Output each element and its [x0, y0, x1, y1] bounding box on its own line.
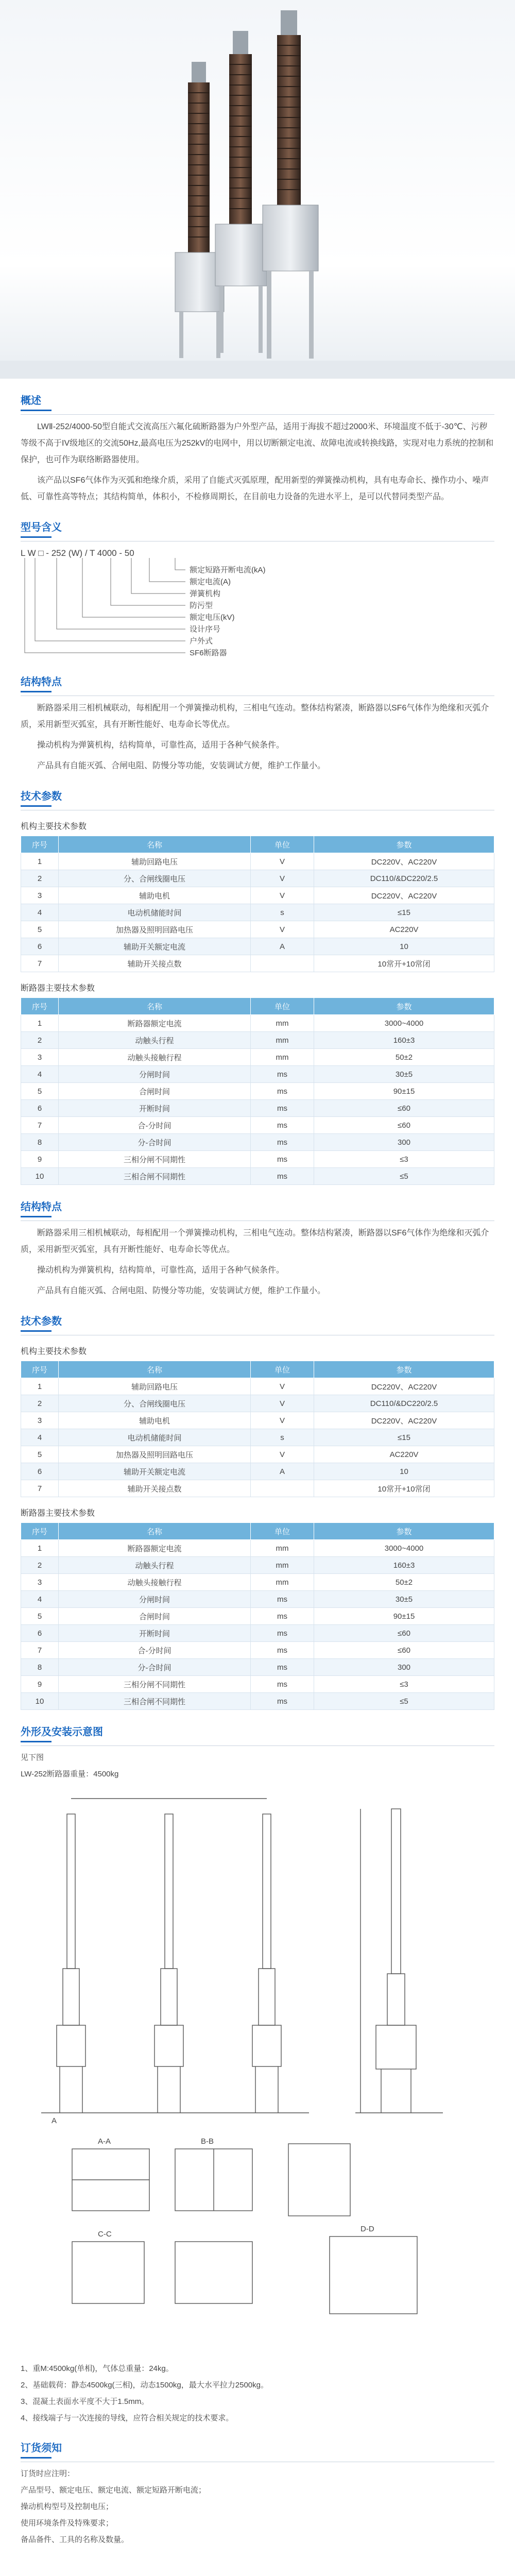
table-row: [21, 1378, 494, 1395]
table-cell: 断路器额定电流: [59, 1540, 251, 1557]
table-cell: 30±5: [314, 1591, 494, 1608]
table-cell: 动触头接触行程: [59, 1049, 251, 1066]
table-row: [21, 1015, 494, 1032]
table-row: [21, 904, 494, 921]
table-cell: 三相分闸不同期性: [59, 1151, 251, 1168]
table-cell: 9: [21, 1151, 59, 1168]
table-row: [21, 1446, 494, 1463]
outline-drawing-svg: [21, 1783, 494, 2360]
table-cell: mm: [251, 1540, 314, 1557]
table-cell: 电动机储能时间: [59, 904, 251, 921]
breaker-params-table-2: [21, 1522, 494, 1710]
table-cell: 160±3: [314, 1557, 494, 1574]
table-cell: 300: [314, 1134, 494, 1151]
table-cell: 7: [21, 1642, 59, 1659]
table-cell: 辅助回路电压: [59, 1378, 251, 1395]
table-row: [21, 1480, 494, 1497]
label-bb: B-B: [201, 2137, 214, 2146]
note-2: 2、基础载荷：静态4500kg(三相)，动态1500kg，最大水平拉力2500kg。: [21, 2381, 268, 2389]
front-view: [41, 1799, 309, 2113]
col-header: 序号: [21, 1523, 59, 1540]
table-row: [21, 1117, 494, 1134]
table-cell: ≤60: [314, 1625, 494, 1642]
table-cell: ms: [251, 1066, 314, 1083]
mech-table-body: [21, 1378, 494, 1497]
table-cell: 7: [21, 1117, 59, 1134]
col-header: 单位: [251, 1523, 314, 1540]
model-item-5: 额定电压(kV): [190, 613, 235, 622]
model-item-1: 额定短路开断电流(kA): [190, 566, 266, 574]
table-cell: 辅助开关接点数: [59, 1480, 251, 1497]
table-cell: 电动机储能时间: [59, 1429, 251, 1446]
table-cell: ms: [251, 1083, 314, 1100]
product-photo: [0, 0, 515, 379]
pole-left: [175, 62, 224, 358]
label-aa: A-A: [98, 2137, 111, 2146]
table-cell: 1: [21, 1540, 59, 1557]
tech-title-1: 技术参数: [21, 791, 62, 802]
table-cell: 3: [21, 1574, 59, 1591]
table-cell: 分闸时间: [59, 1066, 251, 1083]
table-cell: 合-分时间: [59, 1642, 251, 1659]
table-cell: ms: [251, 1591, 314, 1608]
order-item-5: 备品备件、工具的名称及数量。: [21, 2535, 129, 2544]
table-cell: 动触头接触行程: [59, 1574, 251, 1591]
table-cell: 分-合时间: [59, 1659, 251, 1676]
table-cell: 合-分时间: [59, 1117, 251, 1134]
model-item-8: SF6断路器: [190, 649, 227, 657]
breaker-params-table-1: [21, 997, 494, 1185]
table-cell: 300: [314, 1659, 494, 1676]
table-cell: AC220V: [314, 921, 494, 938]
col-header: 序号: [21, 998, 59, 1015]
table-cell: 10: [21, 1693, 59, 1710]
table-cell: 分、合闸线圈电压: [59, 870, 251, 887]
table-cell: 6: [21, 1625, 59, 1642]
col-header: 参数: [314, 1523, 494, 1540]
table-cell: ms: [251, 1134, 314, 1151]
table-cell: 10常开+10常闭: [314, 1480, 494, 1497]
table-cell: DC110/&DC220/2.5: [314, 870, 494, 887]
table-cell: ms: [251, 1151, 314, 1168]
table-cell: 50±2: [314, 1574, 494, 1591]
table-cell: ms: [251, 1642, 314, 1659]
table-cell: 加热器及照明回路电压: [59, 1446, 251, 1463]
table-cell: 辅助电机: [59, 1412, 251, 1429]
table-row: [21, 938, 494, 955]
table-cell: V: [251, 1446, 314, 1463]
table-cell: 合闸时间: [59, 1608, 251, 1625]
order-item-2: 产品型号、额定电压、额定电流、额定短路开断电流；: [21, 2486, 207, 2495]
table-cell: 三相合闸不同期性: [59, 1693, 251, 1710]
table-row: [21, 887, 494, 904]
table-row: [21, 1429, 494, 1446]
table-cell: 辅助开关额定电流: [59, 938, 251, 955]
structure-paragraph-3b: 产品具有自能灭弧、合闸电阻、防慢分等功能，安装调试方便，维护工作量小。: [37, 1286, 326, 1295]
table-cell: 90±15: [314, 1083, 494, 1100]
table-row: [21, 1463, 494, 1480]
note-3: 3、混凝土表面水平度不大于1.5mm。: [21, 2397, 149, 2406]
intro-paragraph-2: 该产品以SF6气体作为灭弧和绝缘介质，采用了自能式灭弧原理，配用新型的弹簧操动机构，具有电寿命长、操作功小、噪声低、可靠性高等特点；其结构简单，体积小，不检修周期长，在目前电力设备的先进水平上，是可以代替同类型产品。: [21, 476, 489, 501]
table-cell: s: [251, 904, 314, 921]
label-cc: C-C: [98, 2230, 112, 2239]
table-cell: V: [251, 870, 314, 887]
model-diagram: [21, 541, 494, 660]
table-cell: mm: [251, 1557, 314, 1574]
col-header: 单位: [251, 998, 314, 1015]
table-cell: mm: [251, 1049, 314, 1066]
table-cell: 3: [21, 887, 59, 904]
model-section: [0, 519, 515, 660]
table-cell: 5: [21, 921, 59, 938]
table-cell: ≤3: [314, 1676, 494, 1693]
structure-paragraph-1: 断路器采用三相机械联动，每相配用一个弹簧操动机构，三相电气连动。整体结构紧凑，断路器以SF6气体作为绝缘和灭弧介质，采用新型灭弧室，具有开断性能好、电寿命长等优点。: [21, 704, 489, 729]
mech-params-table-2: [21, 1361, 494, 1497]
table-cell: ≤60: [314, 1100, 494, 1117]
table-cell: DC220V、AC220V: [314, 887, 494, 904]
model-code: L W □ - 252 (W) / T 4000 - 50: [21, 548, 134, 558]
table-cell: 5: [21, 1608, 59, 1625]
install-section: [0, 1723, 515, 2426]
table-cell: s: [251, 1429, 314, 1446]
table-row: [21, 1608, 494, 1625]
table-cell: ≤5: [314, 1693, 494, 1710]
order-item-3: 操动机构型号及控制电压；: [21, 2502, 114, 2511]
table-cell: 6: [21, 1463, 59, 1480]
table-cell: ms: [251, 1676, 314, 1693]
col-header: 单位: [251, 1361, 314, 1378]
table-cell: 10: [314, 938, 494, 955]
pole-middle: [215, 31, 267, 353]
table-cell: 合闸时间: [59, 1083, 251, 1100]
table-row: [21, 1557, 494, 1574]
table-cell: ms: [251, 1659, 314, 1676]
install-title: 外形及安装示意图: [21, 1726, 103, 1738]
pole-right: [263, 10, 318, 359]
table-cell: 辅助电机: [59, 887, 251, 904]
col-header: 参数: [314, 1361, 494, 1378]
mech-table-caption-1: 机构主要技术参数: [21, 822, 87, 831]
col-header: 参数: [314, 836, 494, 853]
structure-section-1: [0, 673, 515, 774]
table-row: [21, 1032, 494, 1049]
table-cell: ≤60: [314, 1642, 494, 1659]
table-cell: ≤60: [314, 1117, 494, 1134]
table-row: [21, 1659, 494, 1676]
model-item-7: 户外式: [190, 637, 213, 646]
order-item-4: 使用环境条件及特殊要求；: [21, 2519, 114, 2528]
table-cell: 1: [21, 853, 59, 870]
order-item-1: 订货时应注明：: [21, 2469, 75, 2478]
outline-drawings: [21, 1783, 494, 2360]
table-cell: ≤15: [314, 1429, 494, 1446]
table-cell: V: [251, 921, 314, 938]
table-cell: [251, 955, 314, 972]
table-cell: mm: [251, 1015, 314, 1032]
structure-title-2: 结构特点: [21, 1201, 62, 1213]
install-line-1: 见下图: [21, 1753, 44, 1762]
table-cell: ms: [251, 1608, 314, 1625]
table-cell: 动触头行程: [59, 1557, 251, 1574]
tech-section-2: [0, 1313, 515, 1710]
table-cell: V: [251, 1378, 314, 1395]
table-cell: mm: [251, 1574, 314, 1591]
table-cell: AC220V: [314, 1446, 494, 1463]
model-item-2: 额定电流(A): [190, 578, 231, 586]
table-cell: 3: [21, 1412, 59, 1429]
table-cell: 6: [21, 938, 59, 955]
table-cell: 30±5: [314, 1066, 494, 1083]
table-cell: DC110/&DC220/2.5: [314, 1395, 494, 1412]
table-cell: ms: [251, 1117, 314, 1134]
table-cell: 3000~4000: [314, 1540, 494, 1557]
table-row: [21, 1574, 494, 1591]
table-row: [21, 1625, 494, 1642]
model-item-3: 弹簧机构: [190, 589, 221, 598]
breaker-table-body: [21, 1540, 494, 1710]
structure-paragraph-3: 产品具有自能灭弧、合闸电阻、防慢分等功能，安装调试方便，维护工作量小。: [37, 761, 326, 770]
table-row: [21, 1083, 494, 1100]
table-cell: 8: [21, 1659, 59, 1676]
table-cell: 90±15: [314, 1608, 494, 1625]
table-cell: 辅助回路电压: [59, 853, 251, 870]
table-row: [21, 1168, 494, 1185]
table-row: [21, 921, 494, 938]
table-row: [21, 1151, 494, 1168]
table-row: [21, 1134, 494, 1151]
table-cell: 4: [21, 904, 59, 921]
table-cell: 10: [314, 1463, 494, 1480]
table-row: [21, 1412, 494, 1429]
table-cell: 断路器额定电流: [59, 1015, 251, 1032]
breaker-table-caption-1: 断路器主要技术参数: [21, 984, 95, 993]
table-row: [21, 1642, 494, 1659]
order-title: 订货须知: [21, 2443, 62, 2454]
table-row: [21, 1049, 494, 1066]
table-cell: 辅助开关接点数: [59, 955, 251, 972]
table-cell: ms: [251, 1625, 314, 1642]
table-row: [21, 1676, 494, 1693]
model-item-6: 设计序号: [190, 625, 221, 634]
table-cell: A: [251, 938, 314, 955]
structure-title-1: 结构特点: [21, 676, 62, 688]
table-cell: 分-合时间: [59, 1134, 251, 1151]
table-cell: [251, 1480, 314, 1497]
table-cell: 2: [21, 870, 59, 887]
table-cell: 4: [21, 1429, 59, 1446]
table-cell: 加热器及照明回路电压: [59, 921, 251, 938]
table-cell: ≤15: [314, 904, 494, 921]
structure-paragraph-2: 操动机构为弹簧机构，结构简单，可靠性高，适用于各种气候条件。: [37, 741, 285, 750]
label-a: A: [52, 2116, 57, 2125]
col-header: 参数: [314, 998, 494, 1015]
table-cell: ≤3: [314, 1151, 494, 1168]
table-row: [21, 1540, 494, 1557]
table-cell: 动触头行程: [59, 1032, 251, 1049]
breaker-table-caption-2: 断路器主要技术参数: [21, 1509, 95, 1518]
model-item-4: 防污型: [190, 601, 213, 610]
intro-title: 概述: [21, 395, 41, 406]
table-cell: 辅助开关额定电流: [59, 1463, 251, 1480]
note-4: 4、接线端子与一次连接的导线，应符合相关规定的技术要求。: [21, 2414, 234, 2422]
table-cell: 5: [21, 1083, 59, 1100]
table-row: [21, 1395, 494, 1412]
side-view: [355, 1809, 443, 2113]
breaker-table-body: [21, 1015, 494, 1185]
table-cell: 分闸时间: [59, 1591, 251, 1608]
table-cell: 7: [21, 1480, 59, 1497]
table-cell: 三相分闸不同期性: [59, 1676, 251, 1693]
table-cell: 三相合闸不同期性: [59, 1168, 251, 1185]
table-cell: 分、合闸线圈电压: [59, 1395, 251, 1412]
install-line-2: LW-252断路器重量：4500kg: [21, 1770, 119, 1778]
col-header: 名称: [59, 1361, 251, 1378]
install-notes: [21, 2361, 494, 2426]
table-row: [21, 1066, 494, 1083]
table-cell: 9: [21, 1676, 59, 1693]
table-cell: ms: [251, 1100, 314, 1117]
model-title: 型号含义: [21, 522, 62, 533]
table-cell: 3: [21, 1049, 59, 1066]
table-cell: 160±3: [314, 1032, 494, 1049]
table-cell: 开断时间: [59, 1100, 251, 1117]
note-1: 1、重M:4500kg(单相)，气体总重量：24kg。: [21, 2364, 174, 2373]
col-header: 名称: [59, 998, 251, 1015]
tech-title-2: 技术参数: [21, 1316, 62, 1327]
table-cell: 4: [21, 1591, 59, 1608]
col-header: 名称: [59, 836, 251, 853]
table-cell: ms: [251, 1168, 314, 1185]
table-cell: 2: [21, 1032, 59, 1049]
table-cell: A: [251, 1463, 314, 1480]
table-cell: 10常开+10常闭: [314, 955, 494, 972]
table-cell: 5: [21, 1446, 59, 1463]
mech-params-table-1: [21, 836, 494, 972]
table-cell: 1: [21, 1378, 59, 1395]
table-cell: ms: [251, 1693, 314, 1710]
table-row: [21, 870, 494, 887]
table-cell: ≤5: [314, 1168, 494, 1185]
mech-table-body: [21, 853, 494, 972]
table-cell: 开断时间: [59, 1625, 251, 1642]
structure-section-2: [0, 1198, 515, 1299]
intro-paragraph-1: LWⅡ-252/4000-50型自能式交流高压六氟化硫断路器为户外型产品，适用于海拔不超过2000米、环境温度不低于-30℃、污秽等级不高于IV级地区的交流50Hz,最高电压为252kV的电网中，用以切断额定电流、故障电流或转换线路，实现对电力系统的控制和保护，也可作为联络断路器使用。: [21, 422, 494, 464]
structure-paragraph-2b: 操动机构为弹簧机构，结构简单，可靠性高，适用于各种气候条件。: [37, 1266, 285, 1275]
table-cell: V: [251, 887, 314, 904]
tech-section-1: [0, 788, 515, 1185]
table-cell: V: [251, 853, 314, 870]
mech-table-caption-2: 机构主要技术参数: [21, 1347, 87, 1356]
col-header: 序号: [21, 1361, 59, 1378]
table-cell: 6: [21, 1100, 59, 1117]
col-header: 单位: [251, 836, 314, 853]
table-cell: 7: [21, 955, 59, 972]
table-row: [21, 1693, 494, 1710]
structure-paragraph-1b: 断路器采用三相机械联动，每相配用一个弹簧操动机构，三相电气连动。整体结构紧凑，断路器以SF6气体作为绝缘和灭弧介质，采用新型灭弧室，具有开断性能好、电寿命长等优点。: [21, 1229, 489, 1254]
label-dd: D-D: [360, 2225, 374, 2233]
table-row: [21, 1100, 494, 1117]
table-cell: 3000~4000: [314, 1015, 494, 1032]
table-cell: DC220V、AC220V: [314, 1412, 494, 1429]
table-cell: DC220V、AC220V: [314, 853, 494, 870]
order-section: [0, 2439, 515, 2548]
table-cell: 8: [21, 1134, 59, 1151]
table-cell: 2: [21, 1395, 59, 1412]
table-cell: 50±2: [314, 1049, 494, 1066]
table-row: [21, 853, 494, 870]
table-cell: 2: [21, 1557, 59, 1574]
breaker-illustration: [0, 0, 515, 379]
col-header: 名称: [59, 1523, 251, 1540]
table-row: [21, 955, 494, 972]
table-cell: 10: [21, 1168, 59, 1185]
col-header: 序号: [21, 836, 59, 853]
intro-section: [0, 392, 515, 505]
table-cell: V: [251, 1395, 314, 1412]
table-cell: DC220V、AC220V: [314, 1378, 494, 1395]
table-cell: mm: [251, 1032, 314, 1049]
table-cell: 1: [21, 1015, 59, 1032]
table-cell: 4: [21, 1066, 59, 1083]
table-cell: V: [251, 1412, 314, 1429]
table-row: [21, 1591, 494, 1608]
